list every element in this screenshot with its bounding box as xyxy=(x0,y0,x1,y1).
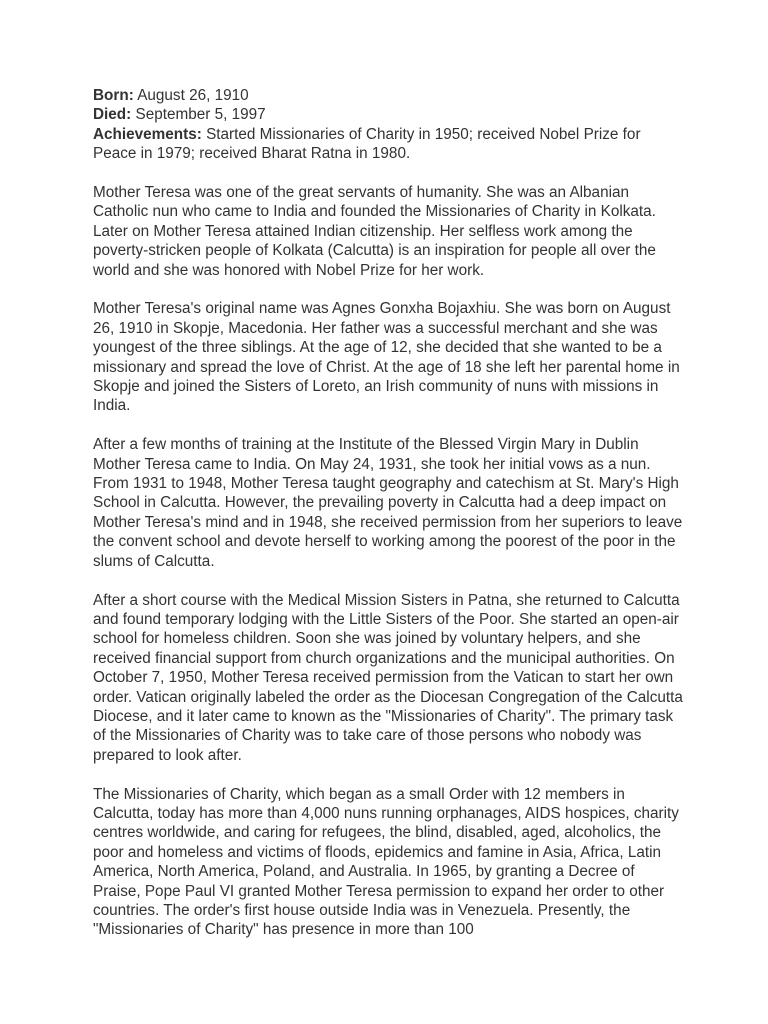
achievements-label: Achievements: xyxy=(93,125,202,143)
paragraph-intro: Mother Teresa was one of the great servants of humanity. She was an Albanian Catholic nun who came to India and founded the Missionaries of Charity in Kolkata. Later on Mother Teresa attained Indian citizenship. Her selfless work among the poverty-stricken people of Kolkata (Calcutta) is an inspiration for people all over the world and she was honored with Nobel Prize for her work. xyxy=(93,184,656,279)
died-value: September 5, 1997 xyxy=(131,106,266,124)
biography-facts xyxy=(93,86,683,164)
born-value: August 26, 1910 xyxy=(133,87,249,104)
born-line xyxy=(93,86,683,105)
paragraph-missionaries-growth: The Missionaries of Charity, which began as a small Order with 12 members in Calcutta, today has more than 4,000 nuns running orphanages, AIDS hospices, charity centres worldwide, and caring for refugees, the blind, disabled, aged, alcoholics, the poor and homeless and victims of floods, epidemics and famine in Asia, Africa, Latin America, North America, Poland, and Australia. In 1965, by granting a Decree of Praise, Pope Paul VI granted Mother Teresa permission to expand her order to other countries. The order's first house outside India was in Venezuela. Presently, the "Missionaries of Charity" has presence in more than 100 xyxy=(93,785,679,939)
document-page xyxy=(93,86,683,959)
achievements-line xyxy=(93,125,683,164)
paragraph-missionaries-founding: After a short course with the Medical Mission Sisters in Patna, she returned to Calcutta and found temporary lodging with the Little Sisters of the Poor. She started an open-air school for homeless children. Soon she was joined by voluntary helpers, and she received financial support from church organizations and the municipal authorities. On October 7, 1950, Mother Teresa received permission from the Vatican to start her own order. Vatican originally labeled the order as the Diocesan Congregation of the Calcutta Diocese, and it later came to known as the "Missionaries of Charity". The primary task of the Missionaries of Charity was to take care of those persons who nobody was prepared to look after. xyxy=(93,591,683,764)
paragraph-early-life: Mother Teresa's original name was Agnes Gonxha Bojaxhiu. She was born on August 26, 1910 in Skopje, Macedonia. Her father was a successful merchant and she was youngest of the three siblings. At the age of 12, she decided that she wanted to be a missionary and spread the love of Christ. At the age of 18 she left her parental home in Skopje and joined the Sisters of Loreto, an Irish community of nuns with missions in India. xyxy=(93,300,680,415)
died-line xyxy=(93,105,683,124)
born-label: Born: xyxy=(93,87,134,104)
paragraph-india: After a few months of training at the Institute of the Blessed Virgin Mary in Dublin Mother Teresa came to India. On May 24, 1931, she took her initial vows as a nun. From 1931 to 1948, Mother Teresa taught geography and catechism at St. Mary's High School in Calcutta. However, the prevailing poverty in Calcutta had a deep impact on Mother Teresa's mind and in 1948, she received permission from her superiors to leave the convent school and devote herself to working among the poorest of the poor in the slums of Calcutta. xyxy=(93,436,683,570)
achievements-value: Started Missionaries of Charity in 1950; received Nobel Prize for Peace in 1979; received Bharat Ratna in 1980. xyxy=(93,125,641,163)
died-label: Died: xyxy=(93,106,132,124)
